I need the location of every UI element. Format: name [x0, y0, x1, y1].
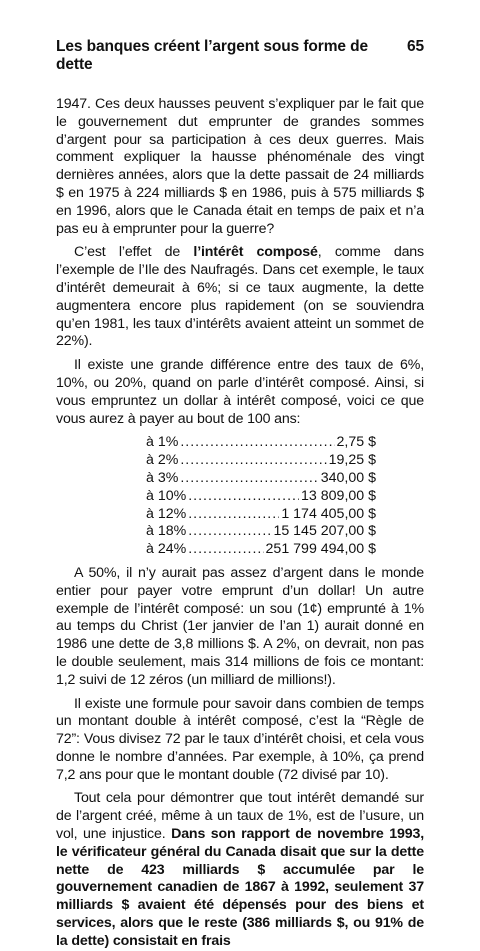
dot-leader — [180, 434, 334, 452]
rate-label: à 1% — [146, 434, 179, 451]
rate-label: à 2% — [146, 452, 179, 469]
paragraph-3: Il existe une grande différence entre des taux de 6%, 10%, ou 20%, quand on parle d’intérêt composé. Ainsi, si vous empruntez un dollar à intérêt composé, voici ce que vous aurez à payer au bout de 100 ans: — [56, 357, 424, 427]
rate-label: à 12% — [146, 505, 187, 522]
rate-label: à 18% — [146, 523, 187, 540]
rate-row — [146, 488, 376, 506]
rate-row — [146, 452, 376, 470]
page-number: 65 — [406, 38, 424, 55]
rate-label: à 10% — [146, 487, 187, 504]
rate-amount: 19,25 $ — [328, 452, 376, 469]
rate-amount: 1 174 405,00 $ — [281, 505, 376, 522]
paragraph-6 — [56, 790, 424, 950]
running-header — [56, 38, 424, 74]
paragraph-5: Il existe une formule pour savoir dans combien de temps un montant double à intérêt composé, c’est la “Règle de 72”: Vous divisez 72 par le taux d’intérêt choisi, et cela vous donne le nombre d’années. Par exemple, à 10%, ça prend 7,2 ans pour que le montant double (72 divisé par 10). — [56, 695, 424, 783]
paragraph-2 — [56, 244, 424, 351]
rate-label: à 24% — [146, 541, 187, 558]
paragraph-6-emphasis: Dans son rapport de novembre 1993, le vérificateur général du Canada disait que sur la dette nette de 423 milliards $ accumulée par le gouvernement canadien de 1867 à 1992, seulement 37 milliards $ avaient été dépensés pour des biens et services, alors que le reste (386 milliards $, ou 91% de la dette) consistait en frais — [56, 826, 424, 949]
rate-amount: 251 799 494,00 $ — [265, 541, 376, 558]
rate-amount: 15 145 207,00 $ — [273, 523, 376, 540]
rate-row — [146, 434, 376, 452]
chapter-title: Les banques créent l’argent sous forme de dette — [56, 38, 369, 73]
paragraph-4: A 50%, il n’y aurait pas assez d’argent dans le monde entier pour payer votre emprunt d’un dollar! Un autre exemple de l’intérêt composé: un sou (1¢) emprunté à 1% au temps du Christ (1er janvier de l’an 1) aurait donné en 1986 une dette de 3,8 millions $. A 2%, on devrait, non pas le double seulement, mais 314 millions de fois ce montant: 1,2 suivi de 12 zéros (un milliard de millions!). — [56, 564, 424, 688]
interest-rate-table — [146, 434, 376, 559]
dot-leader — [188, 506, 279, 524]
paragraph-2-text-b: , comme dans l’exemple de l’Ile des Naufragés. Dans cet exemple, le taux d’intérêt demeurait à 6%; si ce taux augmente, la dette augmentera encore plus rapidement (on se souviendra qu’en 1981, les taux d’intérêts avaient atteint un sommet de 22%). — [56, 244, 424, 350]
dot-leader — [180, 452, 326, 470]
dot-leader — [188, 541, 263, 559]
rate-amount: 13 809,00 $ — [301, 487, 376, 504]
paragraph-1: 1947. Ces deux hausses peuvent s’expliquer par le fait que le gouvernement dut emprunter de grandes sommes d’argent pour sa participation à ces deux guerres. Mais comment expliquer la hausse phénoménale des vingt dernières années, alors que la dette passait de 24 milliards $ en 1975 à 224 milliards $ en 1986, puis à 575 milliards $ en 1996, alors que le Canada était en temps de paix et n’a pas eu à emprunter pour la guerre? — [56, 96, 424, 237]
rate-amount: 2,75 $ — [336, 434, 376, 451]
paragraph-2-text-a: C’est l’effet de — [74, 244, 194, 261]
rate-label: à 3% — [146, 469, 179, 486]
rate-row — [146, 523, 376, 541]
paragraph-6-text-a: Tout cela pour démontrer que tout intérêt demandé sur de l’argent créé, même à un taux de 1%, est de l’usure, un vol, une injustice. — [56, 790, 424, 843]
rate-row — [146, 470, 376, 488]
dot-leader — [188, 488, 299, 506]
dot-leader — [180, 470, 318, 488]
rate-amount: 340,00 $ — [320, 469, 376, 486]
rate-row — [146, 541, 376, 559]
rate-row — [146, 506, 376, 524]
paragraph-2-emphasis: l’intérêt composé — [193, 244, 318, 261]
dot-leader — [188, 523, 271, 541]
